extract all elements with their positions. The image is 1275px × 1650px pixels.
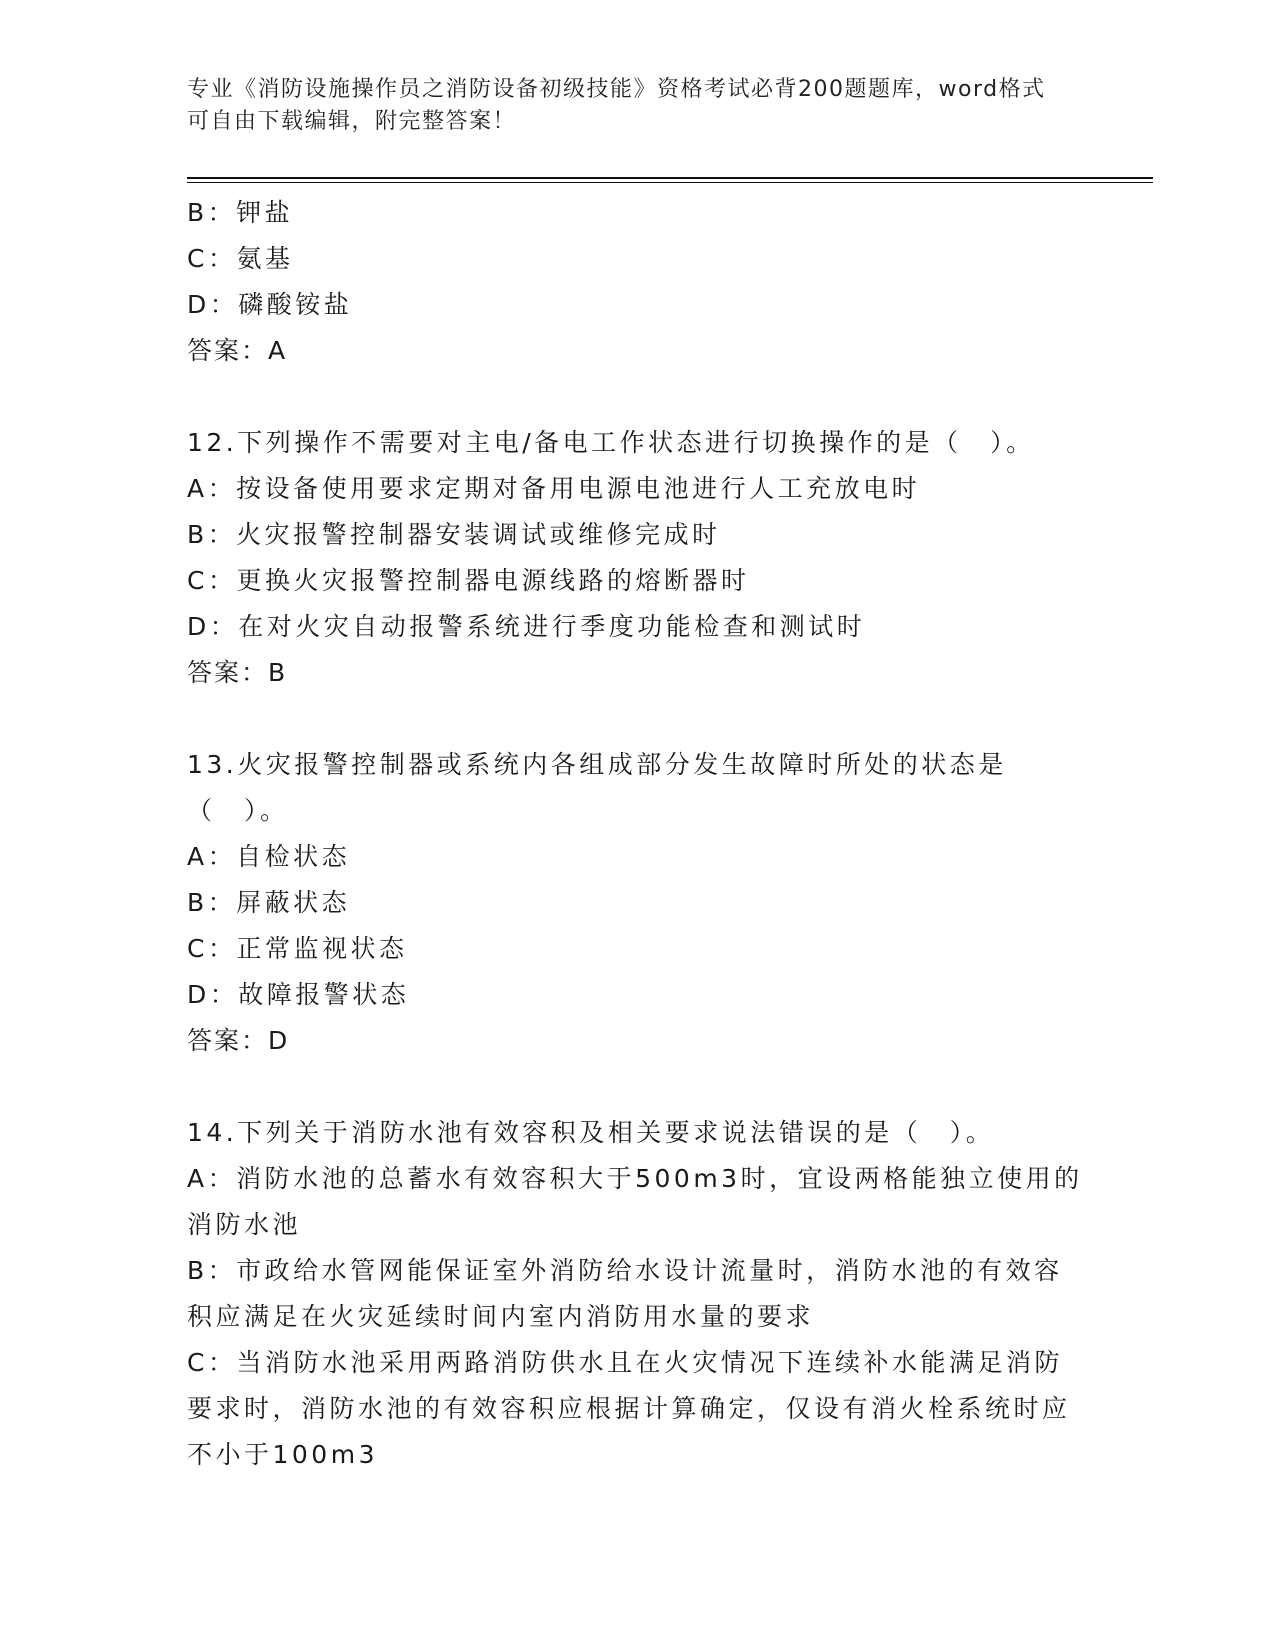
header-divider-thick — [187, 177, 1153, 179]
option-b: B：钾盐 — [187, 198, 294, 227]
answer-line: 答案：A — [187, 336, 288, 365]
option-a: A：自检状态 — [187, 842, 351, 871]
option-c: C：氨基 — [187, 244, 294, 273]
document-header: 专业《消防设施操作员之消防设备初级技能》资格考试必背200题题库，word格式可自由下载编辑，附完整答案！ — [187, 77, 1046, 134]
document-body — [187, 190, 1087, 1478]
question-11-continuation — [187, 190, 1087, 374]
option-c: C：更换火灾报警控制器电源线路的熔断器时 — [187, 566, 750, 595]
option-d: D：在对火灾自动报警系统进行季度功能检查和测试时 — [187, 612, 866, 641]
spacer — [187, 1064, 1087, 1110]
option-a: A：消防水池的总蓄水有效容积大于500m3时，宜设两格能独立使用的消防水池 — [187, 1164, 1083, 1239]
option-b: B：屏蔽状态 — [187, 888, 351, 917]
option-a: A：按设备使用要求定期对备用电源电池进行人工充放电时 — [187, 474, 921, 503]
answer-line: 答案：B — [187, 658, 288, 687]
header-divider-thin — [187, 182, 1153, 183]
question-14 — [187, 1110, 1087, 1478]
answer-line: 答案：D — [187, 1026, 290, 1055]
option-c: C：正常监视状态 — [187, 934, 408, 963]
question-stem: 14.下列关于消防水池有效容积及相关要求说法错误的是（ ）。 — [187, 1118, 995, 1147]
option-c: C：当消防水池采用两路消防供水且在火灾情况下连续补水能满足消防要求时，消防水池的有效容积应根据计算确定，仅设有消火栓系统时应不小于100m3 — [187, 1348, 1071, 1469]
question-stem: 12.下列操作不需要对主电/备电工作状态进行切换操作的是（ ）。 — [187, 428, 1035, 457]
question-stem: 13.火灾报警控制器或系统内各组成部分发生故障时所处的状态是（ ）。 — [187, 750, 1007, 825]
spacer — [187, 374, 1087, 420]
option-d: D：故障报警状态 — [187, 980, 410, 1009]
option-b: B：市政给水管网能保证室外消防给水设计流量时，消防水池的有效容积应满足在火灾延续时间内室内消防用水量的要求 — [187, 1256, 1063, 1331]
question-12 — [187, 420, 1087, 696]
option-d: D：磷酸铵盐 — [187, 290, 353, 319]
option-b: B：火灾报警控制器安装调试或维修完成时 — [187, 520, 721, 549]
question-13 — [187, 742, 1087, 1064]
spacer — [187, 696, 1087, 742]
